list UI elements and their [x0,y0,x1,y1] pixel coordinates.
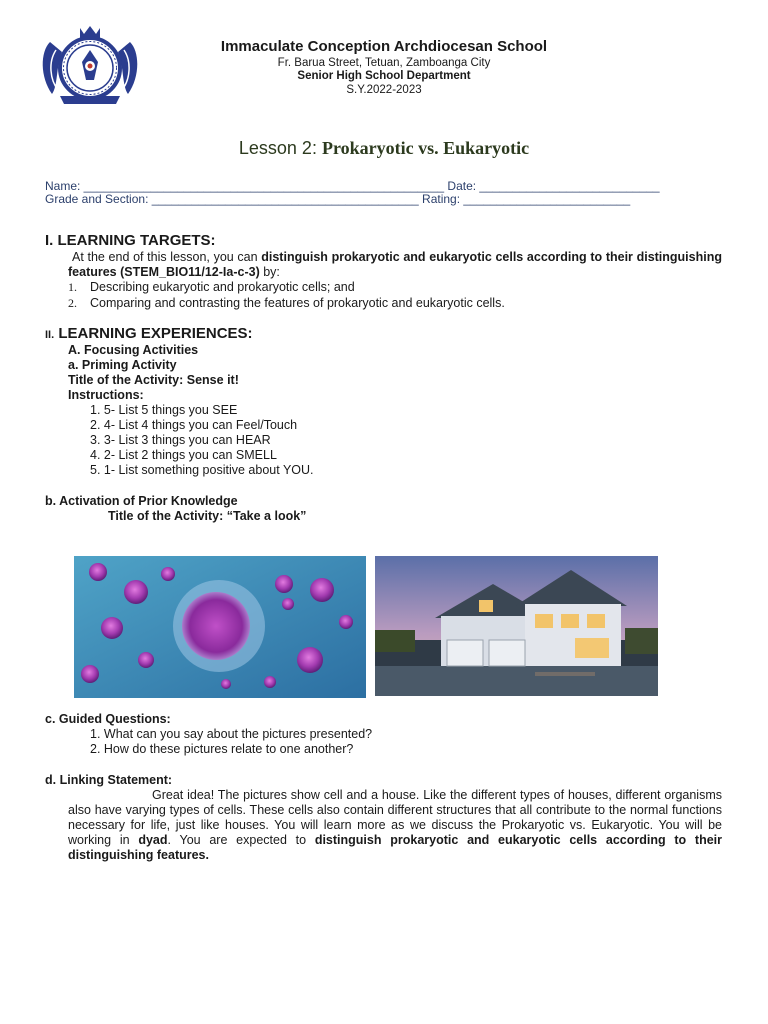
section-learning-experiences-heading [45,325,253,342]
target-item [68,296,505,311]
target-item-number: 1. [68,280,77,294]
linking-text-part2: . You are expected to [167,833,315,847]
instruction-item: 4. 2- List 2 things you can SMELL [90,448,277,462]
instruction-item: 3. 3- List 3 things you can HEAR [90,433,271,447]
target-item-text: Comparing and contrasting the features of prokaryotic and eukaryotic cells. [90,296,505,310]
activation-title: b. Activation of Prior Knowledge [45,494,238,508]
guided-question-item: 2. How do these pictures relate to one another? [90,742,354,756]
priming-activity-name: Title of the Activity: Sense it! [68,373,239,387]
lesson-title [0,138,768,159]
activation-activity-name: Title of the Activity: “Take a look” [108,509,307,523]
target-item-text: Describing eukaryotic and prokaryotic cells; and [90,280,355,294]
name-date-field: Name: ______________________________________________________ Date: ___________________________ [45,179,660,193]
instruction-item: 1. 5- List 5 things you SEE [90,403,238,417]
school-address: Fr. Barua Street, Tetuan, Zamboanga City [277,57,491,69]
intro-bold: distinguish prokaryotic and eukaryotic cells according to their distinguishing features (STEM_BIO11/12-Ia-c-3) [68,250,722,279]
instructions-label: Instructions: [68,388,144,402]
section2-roman: II. [45,329,55,341]
learning-targets-intro [68,250,722,280]
target-item [68,280,355,295]
section-learning-targets-heading: I. LEARNING TARGETS: [45,232,216,249]
school-year: S.Y.2022-2023 [346,84,422,96]
linking-statement-title: d. Linking Statement: [45,773,173,787]
guided-question-item: 1. What can you say about the pictures presented? [90,727,373,741]
cell-picture [74,556,366,698]
guided-questions-title: c. Guided Questions: [45,712,171,726]
instruction-item: 2. 4- List 4 things you can Feel/Touch [90,418,298,432]
linking-bold-dyad: dyad [138,833,168,847]
school-name: Immaculate Conception Archdiocesan School [220,38,548,55]
lesson-topic: Prokaryotic vs. Eukaryotic [321,138,530,158]
priming-activity-title: a. Priming Activity [68,358,177,372]
target-item-number: 2. [68,296,77,310]
intro-end: by: [259,265,280,279]
house-picture [375,556,658,696]
instruction-item: 5. 1- List something positive about YOU. [90,463,314,477]
section2-heading-text: LEARNING EXPERIENCES: [58,325,253,342]
linking-text-part1: Great idea! The pictures show cell and a house. Like the different types of houses, different organisms also have varying types of cells. These cells also contain different structures that all contribute to the normal functions necessary for life, just like houses. You will learn more as we discuss the Prokaryotic vs. Eukaryotic. You will be working in [68,788,722,847]
linking-bold-objective: distinguish prokaryotic and eukaryotic cells according to their distinguishing features. [68,833,723,862]
grade-rating-field: Grade and Section: ________________________________________ Rating: _________________________ [45,192,631,206]
lesson-prefix: Lesson 2: [238,138,322,158]
linking-statement-text [68,788,722,863]
department: Senior High School Department [297,70,471,82]
focusing-activities-title: A. Focusing Activities [68,343,199,357]
intro-plain: At the end of this lesson, you can [72,250,262,264]
